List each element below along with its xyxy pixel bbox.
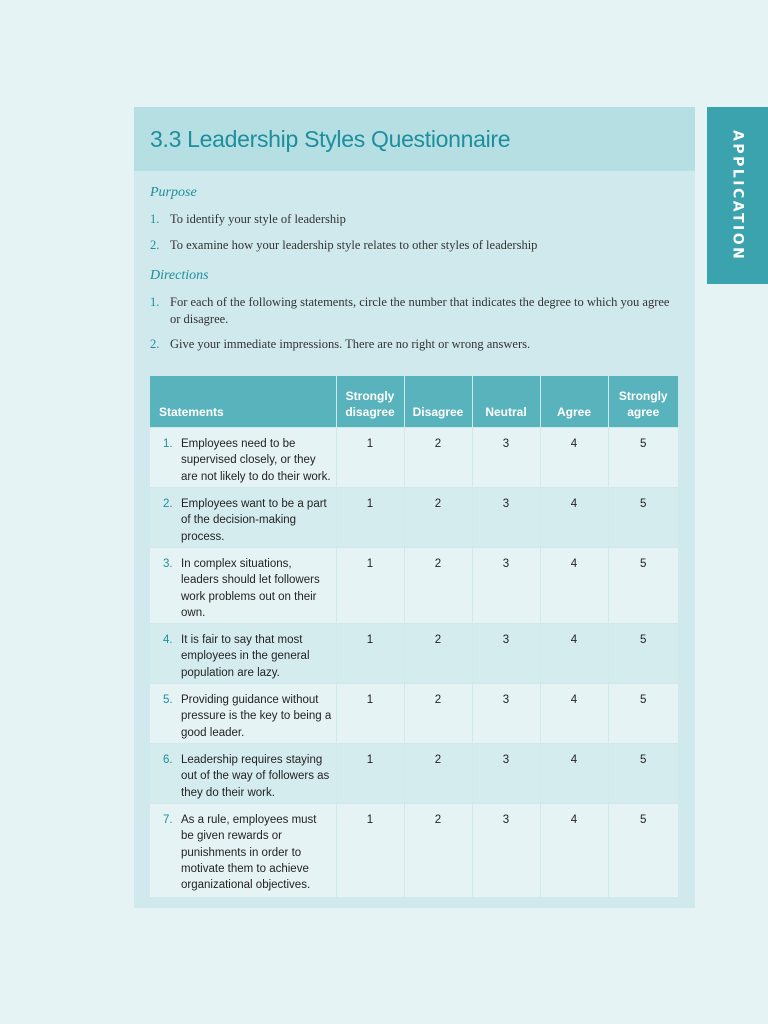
- directions-heading: Directions: [150, 268, 209, 283]
- header-statements: Statements: [150, 376, 336, 428]
- statement-number: 7.: [163, 814, 173, 826]
- directions-item-text: For each of the following statements, circle the number that indicates the degree to which you agree or disagree.: [170, 295, 670, 326]
- rating-neutral[interactable]: 3: [472, 428, 540, 488]
- statement-text: Employees want to be a part of the decision-making process.: [181, 498, 327, 543]
- purpose-list: [150, 211, 670, 253]
- rating-disagree[interactable]: 2: [404, 428, 472, 488]
- statement-cell: [150, 624, 336, 684]
- rating-disagree[interactable]: 2: [404, 548, 472, 624]
- rating-strongly-agree[interactable]: 5: [608, 488, 678, 548]
- statement-cell: [150, 548, 336, 624]
- directions-item-text: Give your immediate impressions. There are no right or wrong answers.: [170, 337, 531, 351]
- table-row: [150, 684, 678, 744]
- rating-strongly-agree[interactable]: 5: [608, 684, 678, 744]
- rating-strongly-disagree[interactable]: 1: [336, 624, 404, 684]
- rating-strongly-agree[interactable]: 5: [608, 624, 678, 684]
- rating-agree[interactable]: 4: [540, 548, 608, 624]
- rating-strongly-agree[interactable]: 5: [608, 804, 678, 897]
- table-row: [150, 488, 678, 548]
- rating-strongly-agree[interactable]: 5: [608, 548, 678, 624]
- statement-number: 4.: [163, 634, 173, 646]
- rating-disagree[interactable]: 2: [404, 804, 472, 897]
- rating-strongly-disagree[interactable]: 1: [336, 744, 404, 804]
- purpose-item-number: 2.: [150, 237, 160, 252]
- header-strongly-agree: Strongly agree: [608, 376, 678, 428]
- rating-strongly-disagree[interactable]: 1: [336, 804, 404, 897]
- directions-list: [150, 294, 670, 353]
- header-strongly-disagree: Strongly disagree: [336, 376, 404, 428]
- rating-disagree[interactable]: 2: [404, 488, 472, 548]
- purpose-heading: Purpose: [150, 185, 197, 200]
- statement-number: 1.: [163, 438, 173, 450]
- rating-neutral[interactable]: 3: [472, 744, 540, 804]
- statement-text: It is fair to say that most employees in the general population are lazy.: [181, 634, 310, 679]
- panel-header: [134, 107, 695, 171]
- directions-item: [150, 336, 670, 353]
- rating-neutral[interactable]: 3: [472, 684, 540, 744]
- table-row: [150, 428, 678, 488]
- rating-neutral[interactable]: 3: [472, 488, 540, 548]
- rating-strongly-disagree[interactable]: 1: [336, 488, 404, 548]
- statement-cell: [150, 804, 336, 897]
- rating-neutral[interactable]: 3: [472, 804, 540, 897]
- statement-text: Employees need to be supervised closely, or they are not likely to do their work.: [181, 438, 331, 483]
- rating-strongly-agree[interactable]: 5: [608, 428, 678, 488]
- rating-disagree[interactable]: 2: [404, 624, 472, 684]
- statement-number: 5.: [163, 694, 173, 706]
- statement-cell: [150, 744, 336, 804]
- table-header-row: [150, 376, 678, 428]
- page-title: 3.3 Leadership Styles Questionnaire: [150, 125, 511, 152]
- purpose-item-text: To examine how your leadership style relates to other styles of leadership: [170, 237, 538, 252]
- statement-cell: [150, 684, 336, 744]
- directions-item: [150, 294, 670, 327]
- rating-disagree[interactable]: 2: [404, 744, 472, 804]
- purpose-item: [150, 237, 670, 254]
- side-tab-label: APPLICATION: [729, 129, 746, 262]
- table-row: [150, 744, 678, 804]
- purpose-item-text: To identify your style of leadership: [170, 212, 346, 226]
- directions-item-number: 1.: [150, 295, 160, 309]
- rating-agree[interactable]: 4: [540, 624, 608, 684]
- statement-number: 3.: [163, 558, 173, 570]
- header-neutral: Neutral: [472, 376, 540, 428]
- statement-cell: [150, 428, 336, 488]
- rating-strongly-disagree[interactable]: 1: [336, 428, 404, 488]
- side-tab-application: [707, 107, 768, 284]
- rating-neutral[interactable]: 3: [472, 548, 540, 624]
- statement-text: Providing guidance without pressure is the key to being a good leader.: [181, 694, 332, 739]
- rating-agree[interactable]: 4: [540, 428, 608, 488]
- statement-cell: [150, 488, 336, 548]
- rating-neutral[interactable]: 3: [472, 624, 540, 684]
- rating-disagree[interactable]: 2: [404, 684, 472, 744]
- rating-strongly-disagree[interactable]: 1: [336, 548, 404, 624]
- purpose-item: [150, 211, 670, 228]
- rating-strongly-disagree[interactable]: 1: [336, 684, 404, 744]
- table-row: [150, 548, 678, 624]
- statement-number: 2.: [163, 498, 173, 510]
- rating-agree[interactable]: 4: [540, 684, 608, 744]
- header-agree: Agree: [540, 376, 608, 428]
- rating-agree[interactable]: 4: [540, 804, 608, 897]
- statement-text: As a rule, employees must be given rewards or punishments in order to motivate them to achieve organizational objectives.: [181, 814, 317, 892]
- questionnaire-table: [150, 376, 678, 897]
- rating-agree[interactable]: 4: [540, 744, 608, 804]
- rating-strongly-agree[interactable]: 5: [608, 744, 678, 804]
- table-row: [150, 624, 678, 684]
- purpose-item-number: 1.: [150, 212, 160, 226]
- statement-text: Leadership requires staying out of the way of followers as they do their work.: [181, 754, 330, 799]
- directions-item-number: 2.: [150, 337, 160, 351]
- header-disagree: Disagree: [404, 376, 472, 428]
- rating-agree[interactable]: 4: [540, 488, 608, 548]
- statement-number: 6.: [163, 754, 173, 766]
- statement-text: In complex situations, leaders should let followers work problems out on their own.: [181, 558, 320, 619]
- table-row: [150, 804, 678, 897]
- questionnaire-panel: [134, 107, 695, 908]
